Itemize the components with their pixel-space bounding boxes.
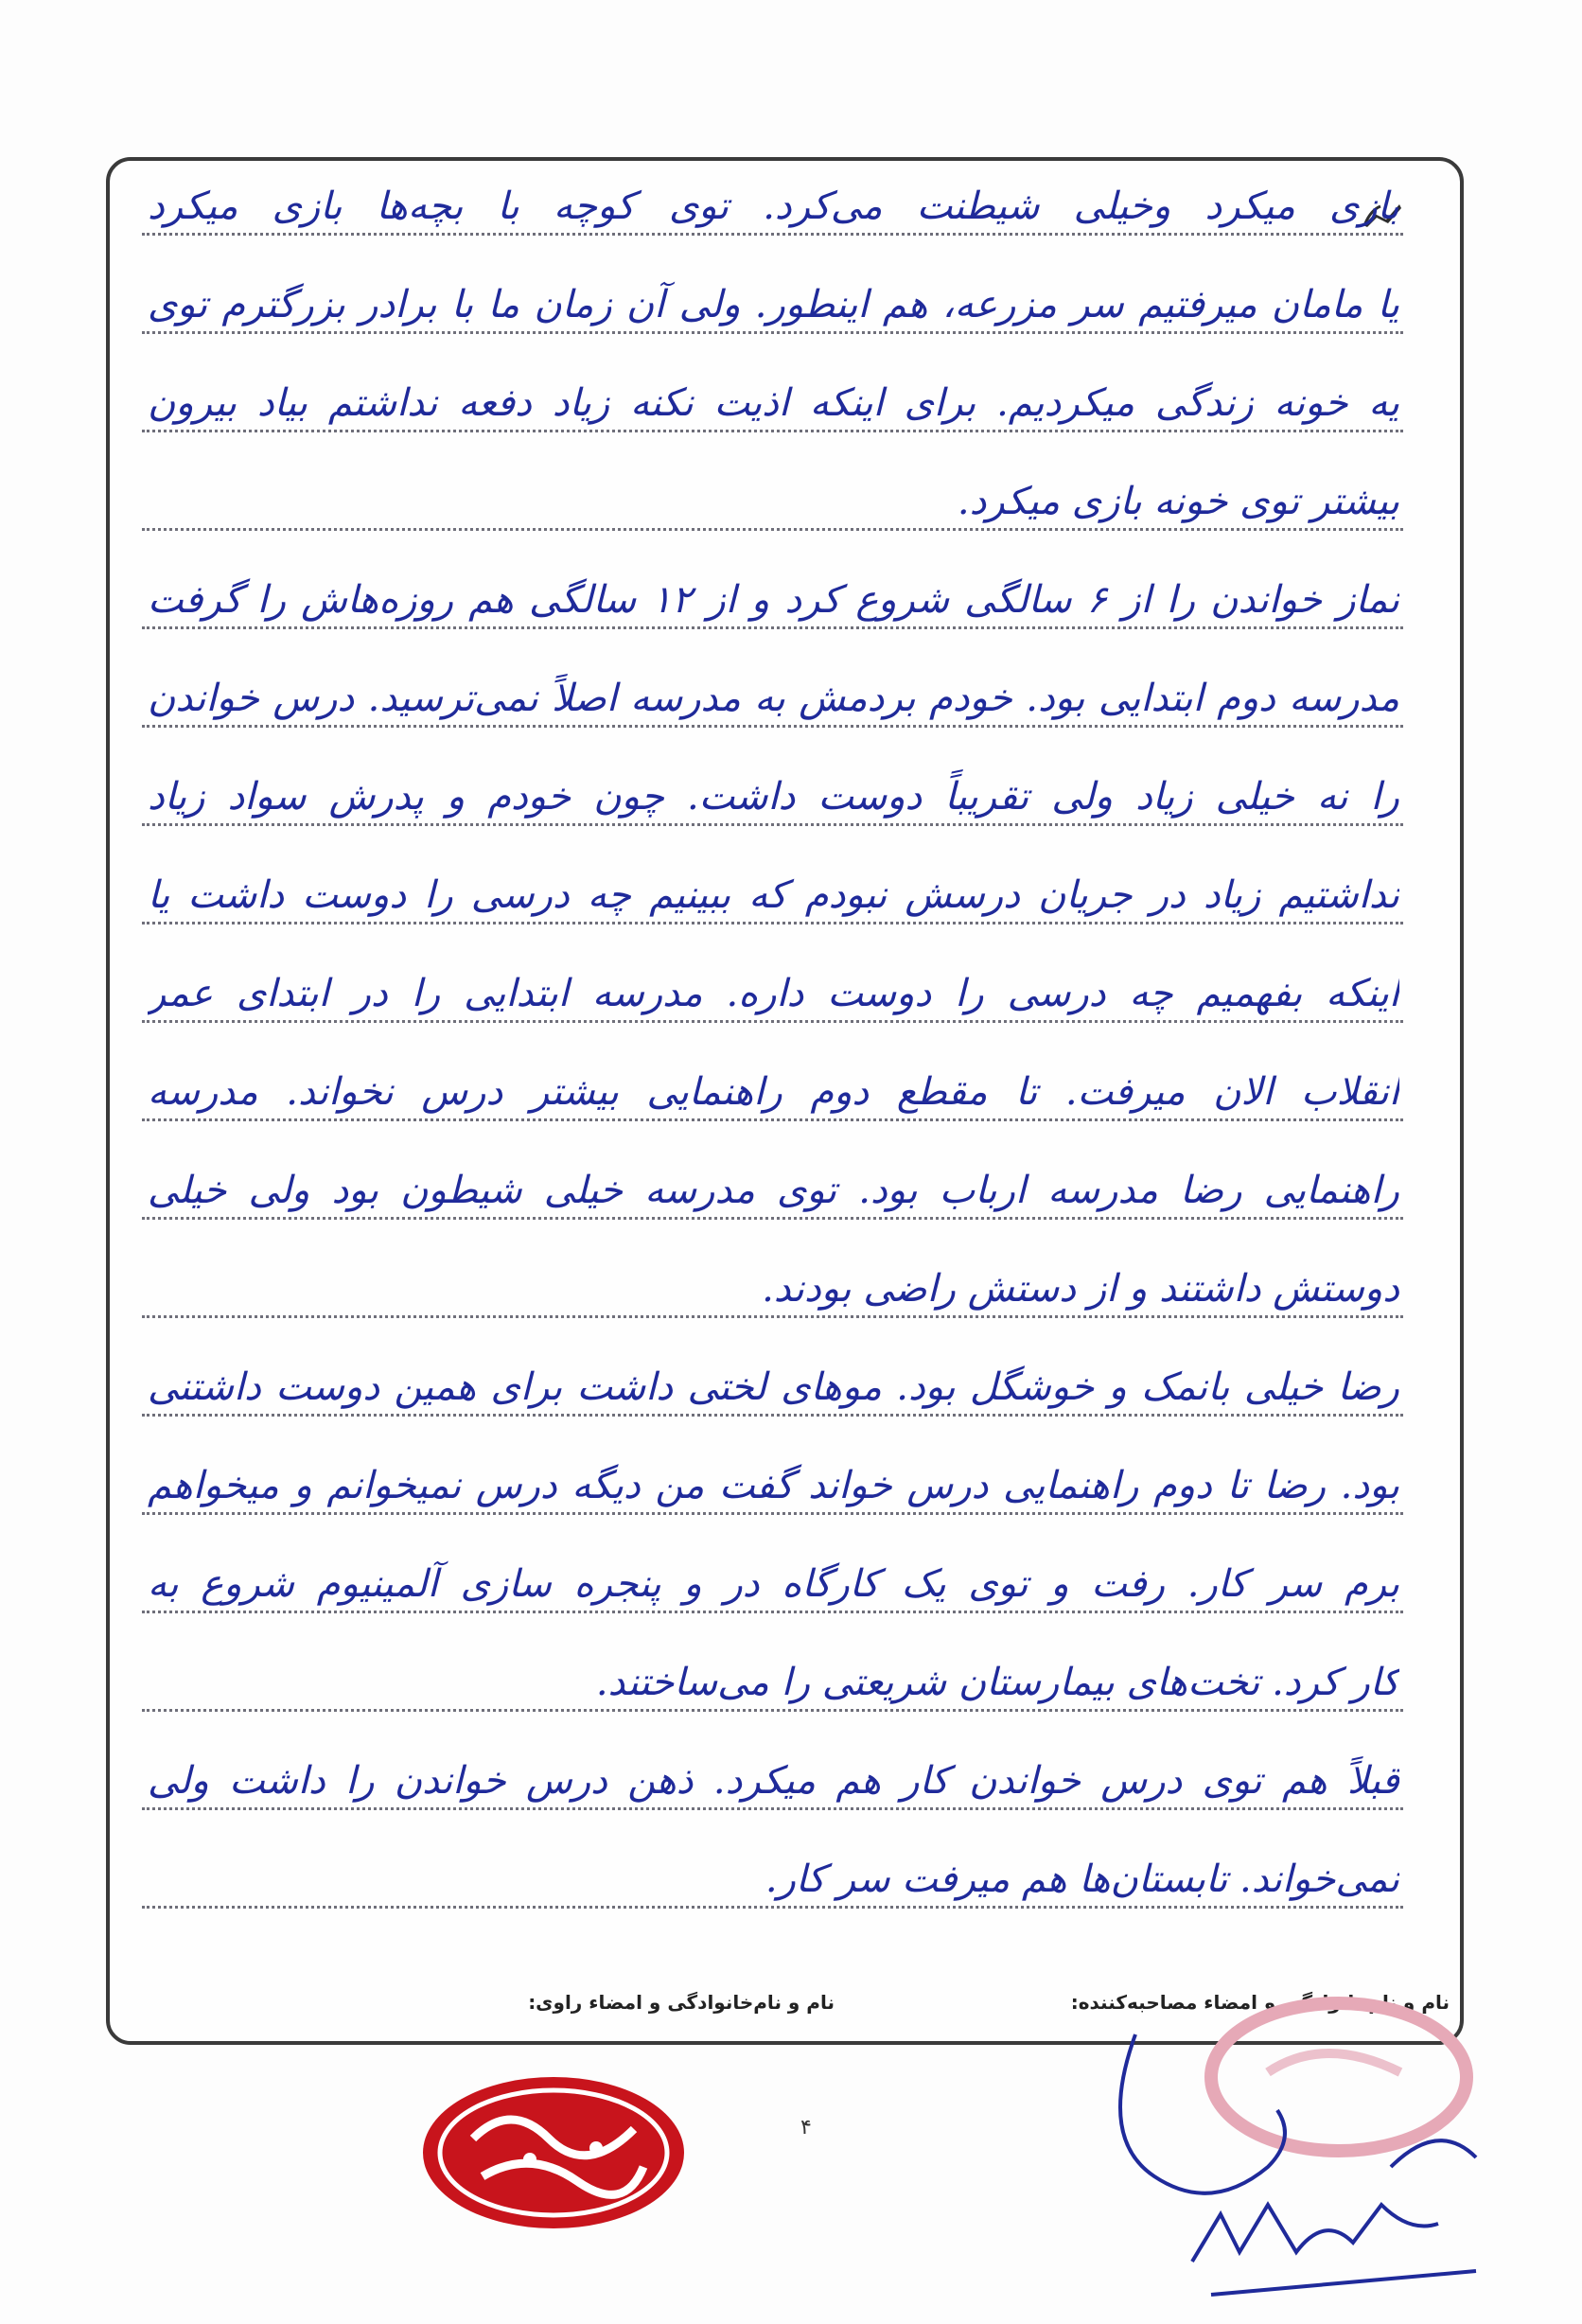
handwritten-line: اینکه بفهمیم چه درسی را دوست داره. مدرسه ابتدایی را در ابتدای عمر: [148, 972, 1399, 1015]
handwritten-line: راهنمایی رضا مدرسه ارباب بود. توی مدرسه خیلی شیطون بود ولی خیلی: [148, 1169, 1399, 1212]
handwritten-line: نمی‌خواند. تابستان‌ها هم میرفت سر کار.: [765, 1857, 1399, 1901]
handwritten-signature: [1079, 2025, 1533, 2309]
handwritten-line: قبلاً هم توی درس خواندن کار هم میکرد. ذهن درس خواندن را داشت ولی: [148, 1759, 1399, 1803]
handwritten-line: نماز خواندن را از ۶ سالگی شروع کرد و از ۱۲ سالگی هم روزه‌هاش را گرفت: [148, 578, 1399, 622]
interviewer-label: نام و نام‌خانوادگی و امضاء مصاحبه‌کننده:: [1070, 1991, 1450, 2014]
handwritten-line: انقلاب الان میرفت. تا مقطع دوم راهنمایی بیشتر درس نخواند. مدرسه: [148, 1070, 1399, 1114]
handwritten-line: مدرسه دوم ابتدایی بود. خودم بردمش به مدرسه اصلاً نمی‌ترسید. درس خواندن: [148, 677, 1399, 720]
handwritten-line: دوستش داشتند و از دستش راضی بودند.: [762, 1267, 1399, 1311]
narrator-label: نام و نام‌خانوادگی و امضاء راوی:: [528, 1991, 835, 2014]
red-stamp: [416, 2072, 691, 2233]
page-number: ۴: [800, 2116, 812, 2139]
handwritten-line: یا مامان میرفتیم سر مزرعه، هم اینطور. ولی آن زمان ما با برادر بزرگترم توی: [148, 283, 1399, 326]
handwritten-line: بازی میکرد وخیلی شیطنت می‌کرد. توی کوچه با بچه‌ها بازی میکرد: [148, 185, 1399, 228]
handwritten-line: برم سر کار. رفت و توی یک کارگاه در و پنجره سازی آلمینیوم شروع به: [148, 1562, 1399, 1606]
handwritten-line: بود. رضا تا دوم راهنمایی درس خواند گفت من دیگه درس نمیخوانم و میخواهم: [148, 1464, 1399, 1507]
handwritten-line: نداشتیم زیاد در جریان درسش نبودم که ببینیم چه درسی را دوست داشت یا: [148, 873, 1399, 917]
handwritten-line: رضا خیلی بانمک و خوشگل بود. موهای لختی داشت برای همین دوست داشتنی: [148, 1365, 1399, 1409]
notes-frame: [106, 157, 1464, 2045]
handwritten-line: را نه خیلی زیاد ولی تقریباً دوست داشت. چون خودم و پدرش سواد زیاد: [148, 775, 1399, 819]
handwritten-line: بیشتر توی خونه بازی میکرد.: [957, 480, 1399, 523]
handwritten-line: کار کرد. تخت‌های بیمارستان شریعتی را می‌ساختند.: [595, 1661, 1399, 1704]
handwritten-line: یه خونه زندگی میکردیم. برای اینکه اذیت نکنه زیاد دفعه نداشتم بیاد بیرون: [148, 381, 1399, 425]
